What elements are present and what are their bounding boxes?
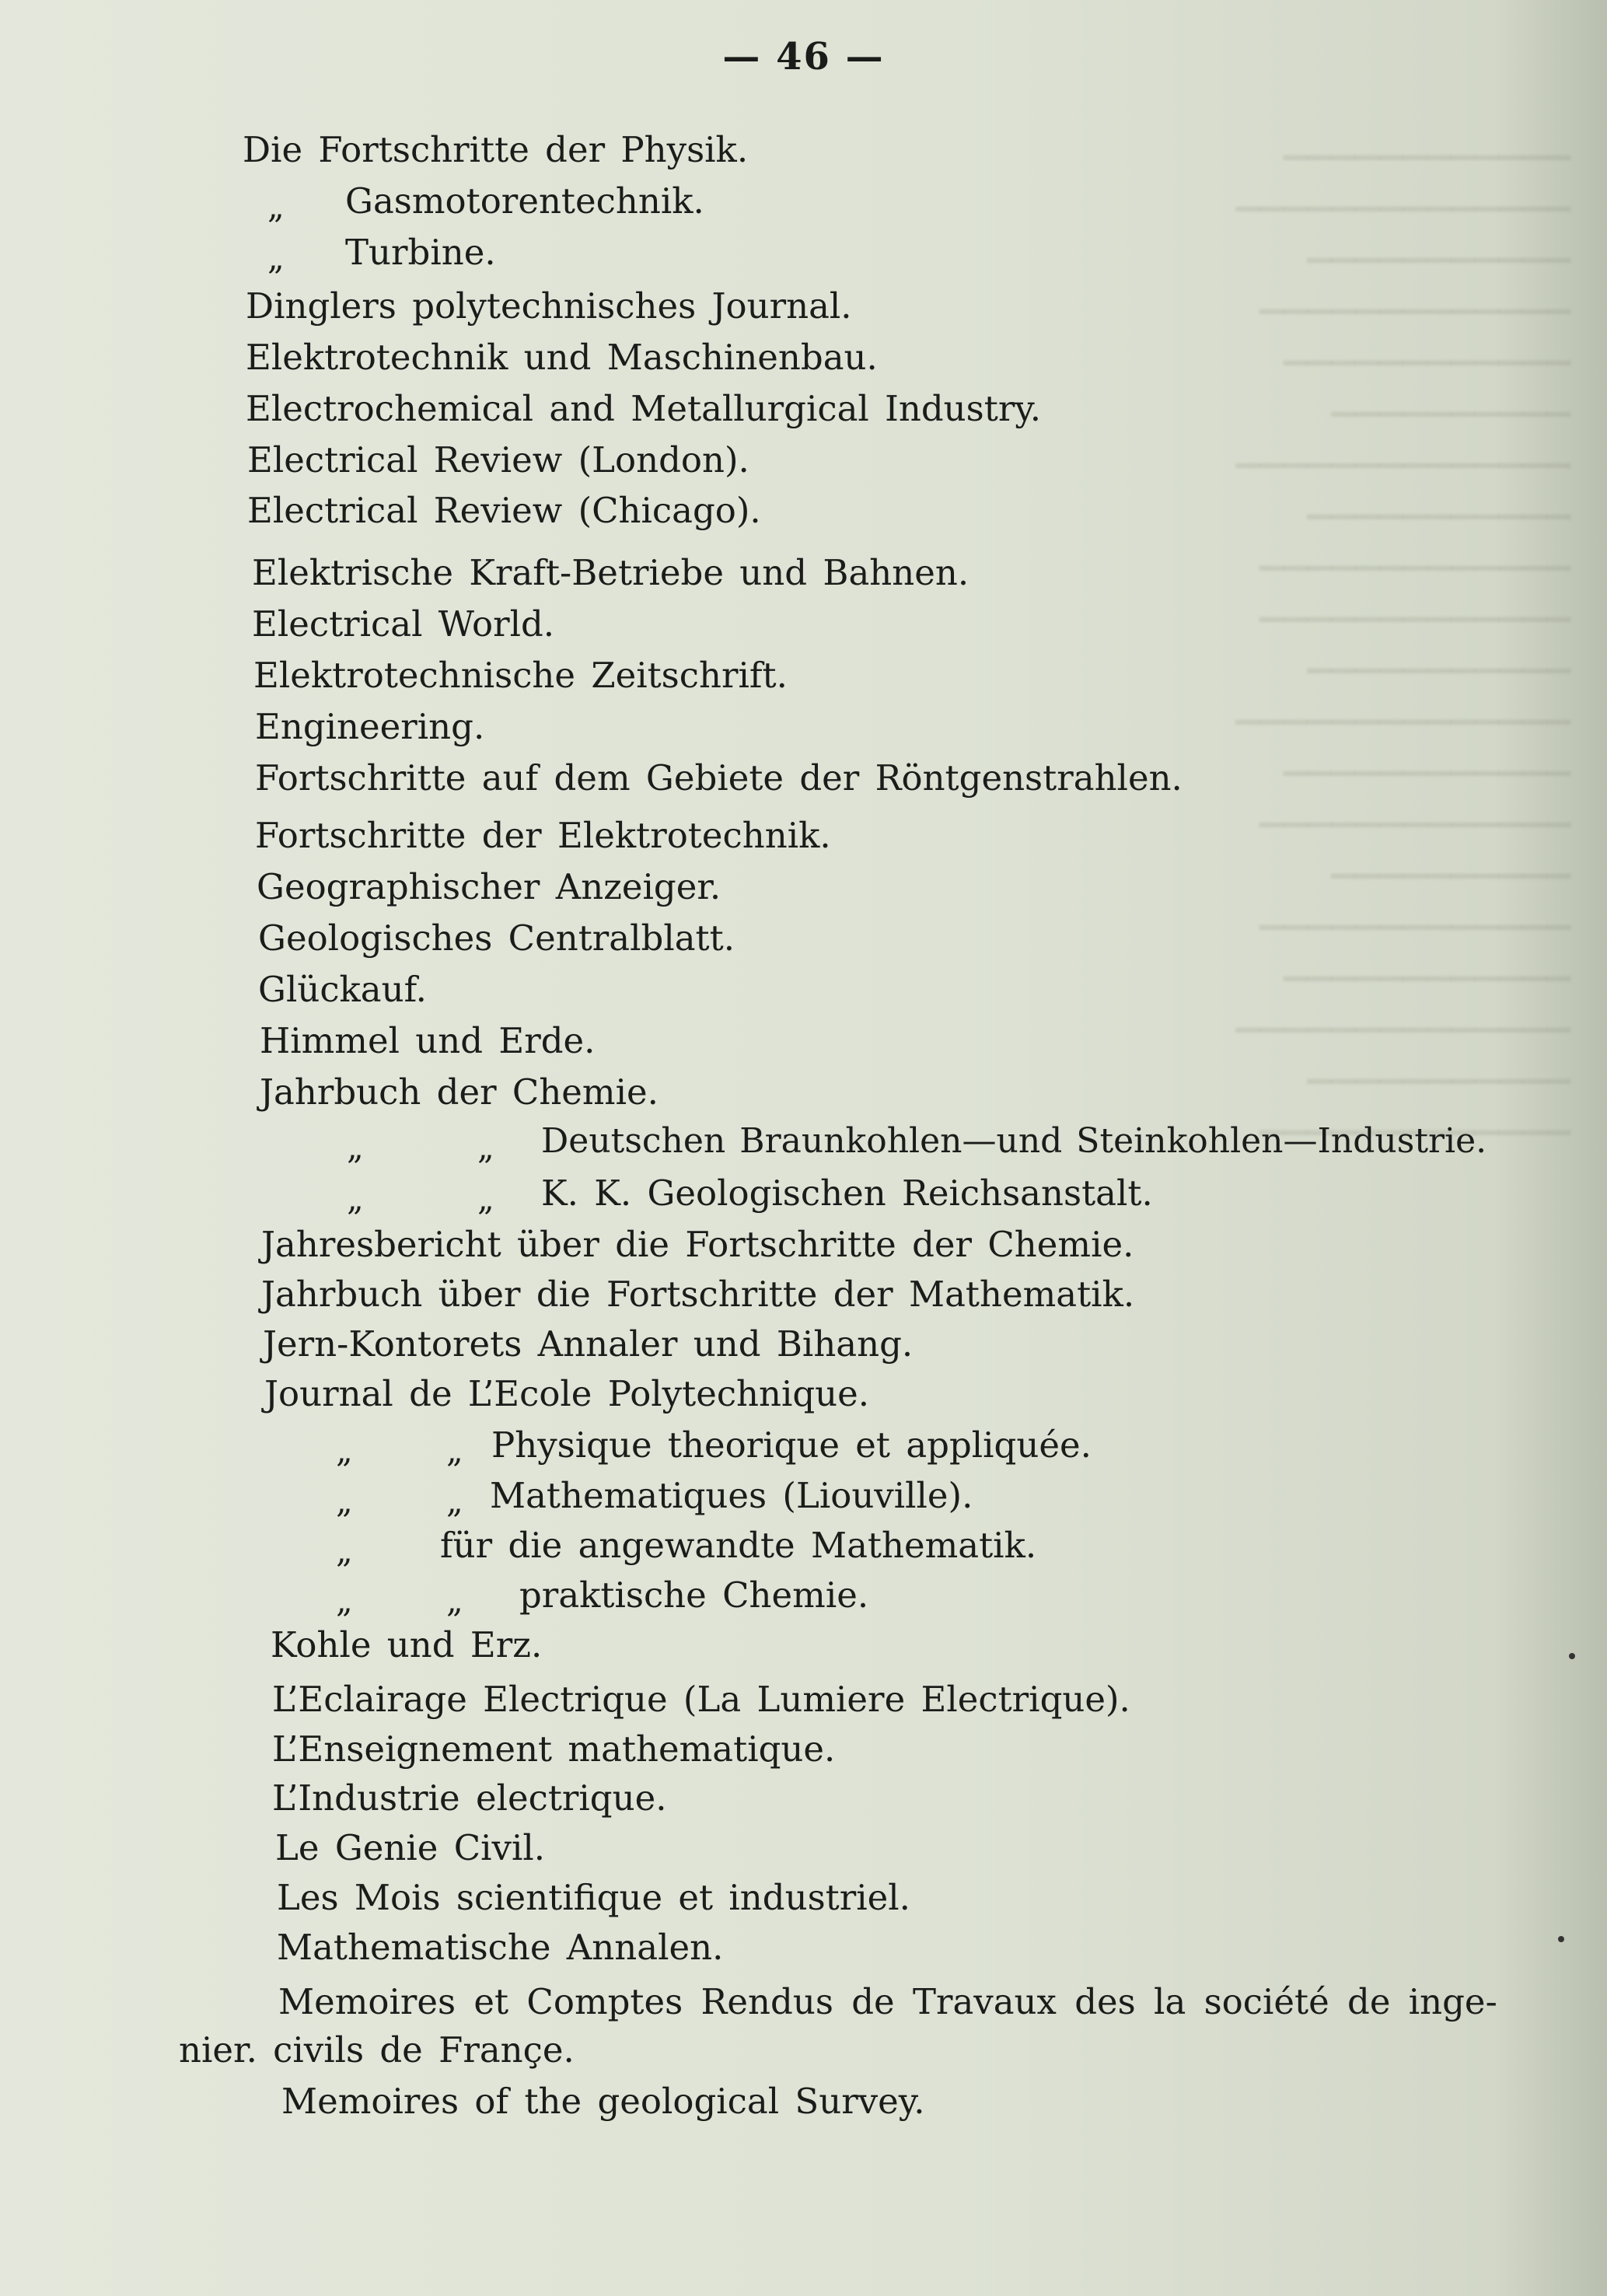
entry-text: Memoires of the geological Survey. — [281, 2081, 925, 2122]
ditto-mark: „ — [336, 1581, 353, 1620]
entry-text: Elektrotechnische Zeitschrift. — [253, 655, 788, 696]
ditto-mark: „ — [446, 1482, 463, 1520]
entry-text: Turbine. — [345, 232, 496, 273]
entry-text: Jern-Kontorets Annaler und Bihang. — [263, 1323, 914, 1365]
entry-text: für die angewandte Mathematik. — [440, 1525, 1037, 1566]
ditto-mark: „ — [477, 1128, 494, 1166]
entry-text: Himmel und Erde. — [260, 1020, 596, 1061]
entry-text: Dinglers polytechnisches Journal. — [246, 285, 852, 327]
entry-text: Elektrotechnik und Maschinenbau. — [246, 337, 878, 378]
entry-text: Le Genie Civil. — [275, 1827, 546, 1868]
ditto-mark: „ — [336, 1532, 353, 1570]
entry-text: Die Fortschritte der Physik. — [243, 129, 749, 170]
ditto-mark: „ — [347, 1128, 364, 1166]
entry-text: Mathematiques (Liouville). — [490, 1475, 973, 1516]
entry-text: Les Mois scientifique et industriel. — [277, 1877, 910, 1918]
entry-text: Jahrbuch der Chemie. — [260, 1071, 659, 1113]
ditto-mark: „ — [336, 1431, 353, 1470]
entry-text: Jahrbuch über die Fortschritte der Mathematik. — [261, 1274, 1135, 1315]
entry-text: praktische Chemie. — [519, 1574, 869, 1616]
page-number-header: — 46 — — [722, 35, 885, 79]
entry-text: Deutschen Braunkohlen—und Steinkohlen—Industrie. — [541, 1121, 1487, 1161]
ditto-mark: „ — [267, 187, 285, 225]
entry-text: Kohle und Erz. — [271, 1624, 543, 1665]
ditto-mark: „ — [267, 239, 285, 277]
entry-text: Glückauf. — [258, 969, 427, 1010]
entry-text: Electrical Review (Chicago). — [247, 490, 761, 531]
entry-text: Physique theorique et appliquée. — [491, 1424, 1092, 1466]
ditto-mark: „ — [446, 1581, 463, 1620]
entry-text: L’Industrie electrique. — [272, 1777, 667, 1819]
ditto-mark: „ — [446, 1431, 463, 1470]
entry-text: L’Eclairage Electrique (La Lumiere Electrique). — [272, 1679, 1130, 1720]
entry-text: L’Enseignement mathematique. — [272, 1728, 836, 1770]
entry-text: Elektrische Kraft-Betriebe und Bahnen. — [252, 552, 969, 593]
entry-text: Geologisches Centralblatt. — [258, 917, 735, 959]
entry-text: Journal de L’Ecole Polytechnique. — [264, 1373, 870, 1414]
entry-text: Fortschritte der Elektrotechnik. — [255, 815, 831, 856]
entry-text: Electrical World. — [252, 603, 555, 645]
bleed-through-text: ▁▁▁▁▁▁▁▁▁▁▁▁ ▁▁▁▁▁▁▁▁▁▁▁▁▁▁ ▁▁▁▁▁▁▁▁▁▁▁ ▁▁▁▁▁▁▁▁▁▁▁▁▁ ▁▁▁▁▁▁▁▁▁▁▁▁ ▁▁▁▁▁▁▁▁▁▁ ▁▁▁▁▁▁▁▁▁▁▁▁▁▁ ▁▁▁▁▁▁▁▁▁▁▁ ▁▁▁▁▁▁▁▁▁▁▁▁▁ ▁▁▁▁▁▁▁▁▁▁▁▁▁ ▁▁▁▁▁▁▁▁▁▁▁ ▁▁▁▁▁▁▁▁▁▁▁▁▁▁ ▁▁▁▁▁▁▁▁▁▁▁▁ ▁▁▁▁▁▁▁▁▁▁▁▁▁ ▁▁▁▁▁▁▁▁▁▁ ▁▁▁▁▁▁▁▁▁▁▁▁▁ ▁▁▁▁▁▁▁▁▁▁▁▁ ▁▁▁▁▁▁▁▁▁▁▁▁▁▁ ▁▁▁▁▁▁▁▁▁▁▁ ▁▁▁▁▁▁▁▁▁▁▁▁▁ — [1235, 124, 1570, 1135]
entry-text: nier. civils de Françe. — [179, 2029, 575, 2071]
entry-text: Electrochemical and Metallurgical Industry. — [246, 388, 1042, 429]
entry-text: Gasmotorentechnik. — [345, 180, 704, 222]
entry-text: Memoires et Comptes Rendus de Travaux des la société de inge- — [278, 1981, 1497, 2022]
entry-text: Fortschritte auf dem Gebiete der Röntgenstrahlen. — [255, 757, 1183, 799]
ditto-mark: „ — [477, 1179, 494, 1218]
entry-text: Mathematische Annalen. — [277, 1927, 724, 1968]
entry-text: Electrical Review (London). — [247, 439, 749, 481]
entry-text: Geographischer Anzeiger. — [257, 866, 721, 907]
ditto-mark: „ — [347, 1179, 364, 1218]
ink-speck — [1569, 1653, 1575, 1659]
ink-speck — [1558, 1936, 1564, 1942]
entry-text: K. K. Geologischen Reichsanstalt. — [541, 1172, 1153, 1214]
ditto-mark: „ — [336, 1482, 353, 1520]
entry-text: Engineering. — [255, 706, 485, 747]
entry-text: Jahresbericht über die Fortschritte der Chemie. — [261, 1224, 1134, 1265]
